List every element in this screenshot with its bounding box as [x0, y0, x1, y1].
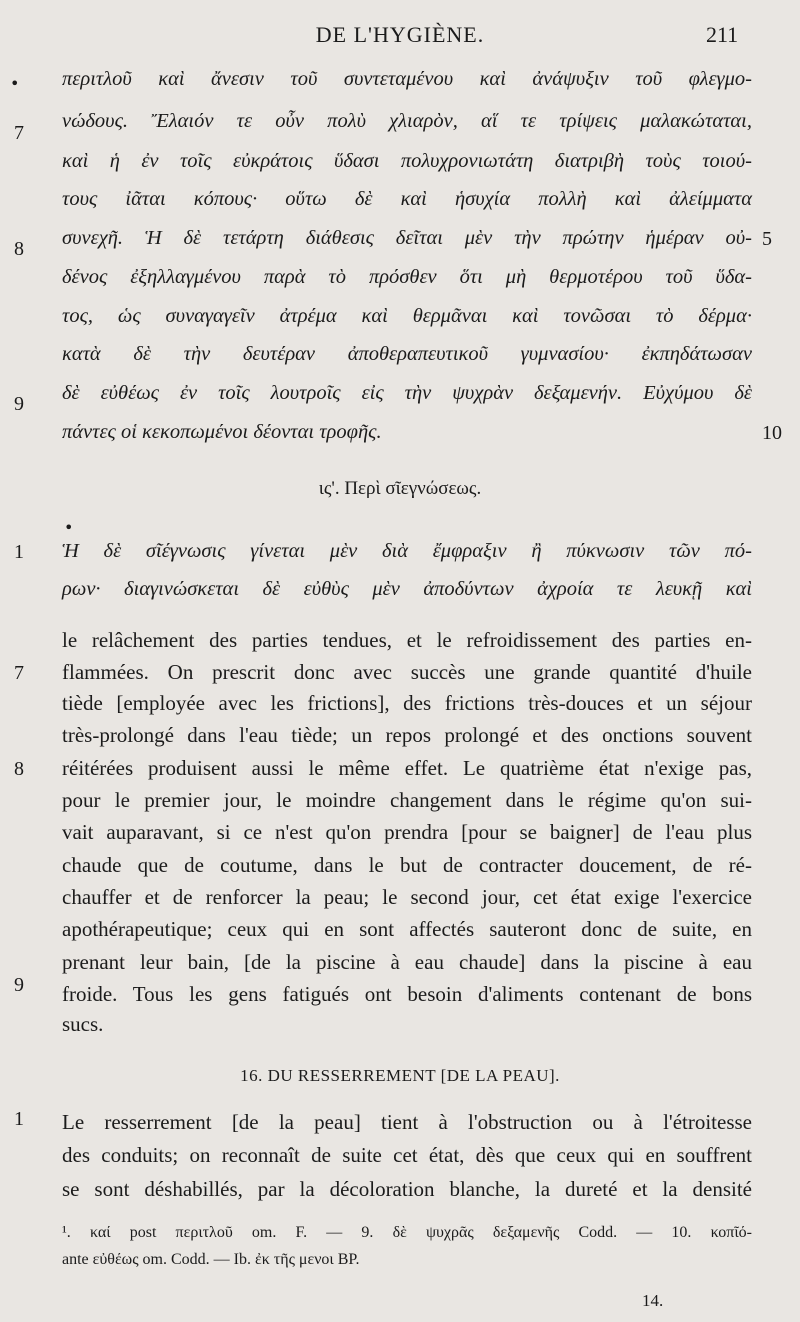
- footnote-line: ¹. καί post περιτλοῦ om. F. — 9. δὲ ψυχρᾶς δεξαμενῆς Codd. — 10. κοπῖό-: [62, 1224, 752, 1241]
- margin-mark: •: [10, 74, 20, 93]
- french-line: très-prolongé dans l'eau tiède; un repos prolongé et des onctions souvent: [62, 723, 752, 747]
- greek-line: συνεχῆ. Ἡ δὲ τετάρτη διάθεσις δεῖται μὲν τὴν πρώτην ἡμέραν οὐ-: [62, 227, 752, 249]
- margin-number: 7: [14, 662, 24, 684]
- french-line: apothérapeutique; ceux qui en sont affectés sauteront donc de suite, en: [62, 917, 752, 941]
- greek-line: τος, ὡς συναγαγεῖν ἀτρέμα καὶ θερμᾶναι καὶ τονῶσαι τὸ δέρμα·: [62, 305, 752, 327]
- french-section-heading: 16. DU RESSERREMENT [DE LA PEAU].: [240, 1066, 560, 1085]
- french-line: prenant leur bain, [de la piscine à eau chaude] dans la piscine à eau: [62, 950, 752, 974]
- french-line: flammées. On prescrit donc avec succès une grande quantité d'huile: [62, 660, 752, 684]
- french-line: réitérées produisent aussi le même effet. Le quatrième état n'exige pas,: [62, 756, 752, 780]
- margin-mark: •: [64, 518, 74, 537]
- greek-section-heading: ις'. Περὶ σῖεγνώσεως.: [318, 478, 482, 499]
- margin-number: 5: [762, 228, 772, 250]
- french-line: froide. Tous les gens fatigués ont besoin d'aliments contenant de bons: [62, 982, 752, 1006]
- margin-number: 9: [14, 393, 24, 415]
- french-line: le relâchement des parties tendues, et le refroidissement des parties en-: [62, 628, 752, 652]
- french-line: des conduits; on reconnaît de suite cet état, dès que ceux qui en souffrent: [62, 1143, 752, 1167]
- greek-line: δὲ εὐθέως ἐν τοῖς λουτροῖς εἰς τὴν ψυχρὰν δεξαμενήν. Εὐχύμου δὲ: [62, 382, 752, 404]
- french-line: sucs.: [62, 1012, 104, 1036]
- signature-mark: 14.: [642, 1291, 664, 1310]
- french-line: Le resserrement [de la peau] tient à l'obstruction ou à l'étroitesse: [62, 1110, 752, 1134]
- page-number: 211: [706, 22, 739, 47]
- margin-number: 10: [762, 422, 782, 444]
- footnote-line: ante εὐθέως om. Codd. — Ib. ἐκ τῆς μενοι BP.: [62, 1251, 360, 1268]
- greek-line: νώδους. Ἔλαιόν τε οὖν πολὺ χλιαρὸν, αἵ τε τρίψεις μαλακώταται,: [62, 110, 752, 132]
- margin-number: 8: [14, 758, 24, 780]
- french-line: pour le premier jour, le moindre changement dans le régime qu'on sui-: [62, 788, 752, 812]
- margin-number: 7: [14, 122, 24, 144]
- french-line: tiède [employée avec les frictions], des frictions très-douces et un séjour: [62, 691, 752, 715]
- french-line: chaude que de coutume, dans le but de contracter doucement, de ré-: [62, 853, 752, 877]
- french-line: vait auparavant, si ce n'est qu'on prendra [pour se baigner] de l'eau plus: [62, 820, 752, 844]
- greek-line: Ἡ δὲ σῖέγνωσις γίνεται μὲν διὰ ἔμφραξιν ἢ πύκνωσιν τῶν πό-: [62, 540, 752, 562]
- greek-line: ρων· διαγινώσκεται δὲ εὐθὺς μὲν ἀποδύντων ἀχροία τε λευκῇ καὶ: [62, 578, 752, 600]
- greek-line: τους ἰᾶται κόπους· οὕτω δὲ καὶ ἡσυχία πολλὴ καὶ ἀλείμματα: [62, 188, 752, 210]
- margin-number: 1: [14, 541, 24, 563]
- margin-number: 1: [14, 1108, 24, 1130]
- margin-number: 9: [14, 974, 24, 996]
- margin-number: 8: [14, 238, 24, 260]
- greek-line: κατὰ δὲ τὴν δευτέραν ἀποθεραπευτικοῦ γυμνασίου· ἐκπηδάτωσαν: [62, 343, 752, 365]
- running-head: DE L'HYGIÈNE.: [315, 22, 485, 47]
- french-line: se sont déshabillés, par la décoloration blanche, la dureté et la densité: [62, 1177, 752, 1201]
- french-line: chauffer et de renforcer la peau; le second jour, cet état exige l'exercice: [62, 885, 752, 909]
- greek-line: καὶ ἡ ἐν τοῖς εὐκράτοις ὕδασι πολυχρονιωτάτη διατριβὴ τοὺς τοιού-: [62, 150, 752, 172]
- greek-line: περιτλοῦ καὶ ἄνεσιν τοῦ συντεταμένου καὶ ἀνάψυξιν τοῦ φλεγμο-: [62, 68, 752, 90]
- greek-line: δένος ἐξηλλαγμένου παρὰ τὸ πρόσθεν ὅτι μὴ θερμοτέρου τοῦ ὕδα-: [62, 266, 752, 288]
- greek-line: πάντες οἱ κεκοπωμένοι δέονται τροφῆς.: [62, 421, 382, 443]
